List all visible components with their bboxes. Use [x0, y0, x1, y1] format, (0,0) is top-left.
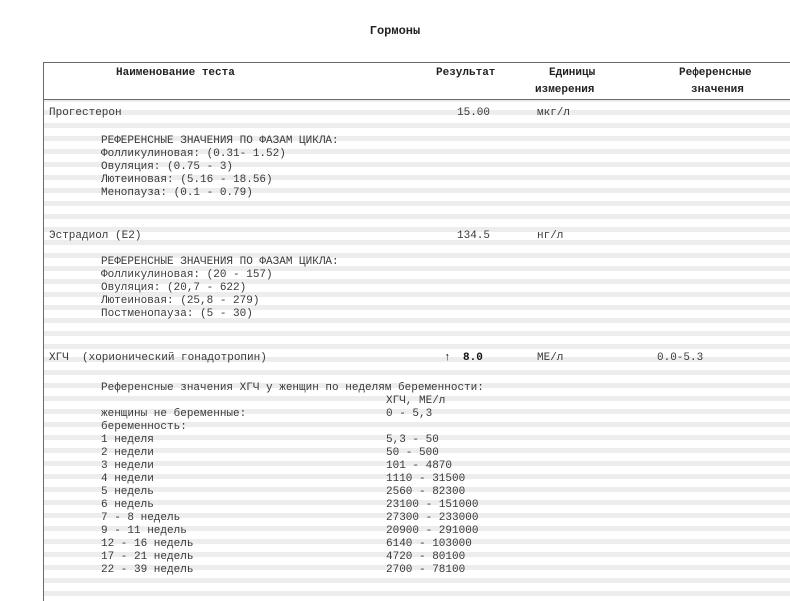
estradiol-note: Фолликулиновая: (20 - 157) [101, 269, 273, 281]
hcg-week-value: 0 - 5,3 [386, 408, 433, 420]
hcg-notes-units: ХГЧ, МЕ/л [386, 395, 446, 407]
hcg-week-label: 12 - 16 недель [101, 538, 194, 550]
result-progesterone: 15.00 [457, 107, 491, 119]
hcg-week-label: женщины не беременные: [101, 408, 247, 420]
estradiol-note: РЕФЕРЕНСНЫЕ ЗНАЧЕНИЯ ПО ФАЗАМ ЦИКЛА: [101, 256, 339, 268]
hcg-week-value: 4720 - 80100 [386, 551, 466, 563]
hcg-week-label: 22 - 39 недель [101, 564, 194, 576]
progesterone-note: РЕФЕРЕНСНЫЕ ЗНАЧЕНИЯ ПО ФАЗАМ ЦИКЛА: [101, 135, 339, 147]
hcg-week-label: 17 - 21 недель [101, 551, 194, 563]
hcg-week-label: 2 недели [101, 447, 154, 459]
hcg-week-value: 27300 - 233000 [386, 512, 479, 524]
header-units-line2: измерения [535, 84, 595, 96]
hcg-week-label: 9 - 11 недель [101, 525, 187, 537]
hcg-week-label: 1 неделя [101, 434, 154, 446]
estradiol-note: Лютеиновая: (25,8 - 279) [101, 295, 260, 307]
hcg-week-value: 23100 - 151000 [386, 499, 479, 511]
progesterone-note: Лютеиновая: (5.16 - 18.56) [101, 174, 273, 186]
hcg-week-value: 2700 - 78100 [386, 564, 466, 576]
hcg-week-value: 20900 - 291000 [386, 525, 479, 537]
hcg-week-label: беременность: [101, 421, 187, 433]
progesterone-note: Фолликулиновая: (0.31- 1.52) [101, 148, 286, 160]
units-progesterone: мкг/л [537, 107, 571, 119]
header-units-line1: Единицы [549, 67, 596, 79]
reference-hcg: 0.0-5.3 [657, 352, 704, 364]
high-flag-arrow-icon: ↑ [444, 352, 451, 364]
hcg-notes-title: Референсные значения ХГЧ у женщин по неделям беременности: [101, 382, 484, 394]
header-reference-line2: значения [691, 84, 744, 96]
hcg-week-value: 50 - 500 [386, 447, 439, 459]
hcg-week-value: 2560 - 82300 [386, 486, 466, 498]
header-result: Результат [436, 67, 496, 79]
test-name-estradiol: Эстрадиол (Е2) [49, 230, 142, 242]
progesterone-note: Овуляция: (0.75 - 3) [101, 161, 234, 173]
hcg-week-label: 4 недели [101, 473, 154, 485]
page-title: Гормоны [369, 24, 421, 38]
estradiol-note: Постменопауза: (5 - 30) [101, 308, 253, 320]
header-reference-line1: Референсные [679, 67, 752, 79]
hcg-week-value: 101 - 4870 [386, 460, 453, 472]
progesterone-note: Менопауза: (0.1 - 0.79) [101, 187, 253, 199]
hcg-week-label: 7 - 8 недель [101, 512, 181, 524]
units-hcg: МЕ/л [537, 352, 564, 364]
table-header [44, 63, 790, 100]
hcg-week-value: 6140 - 103000 [386, 538, 472, 550]
test-name-hcg: ХГЧ (хорионический гонадотропин) [49, 352, 267, 364]
hcg-week-label: 5 недель [101, 486, 154, 498]
result-estradiol: 134.5 [457, 230, 491, 242]
estradiol-note: Овуляция: (20,7 - 622) [101, 282, 247, 294]
units-estradiol: нг/л [537, 230, 564, 242]
header-test-name: Наименование теста [116, 67, 235, 79]
results-table [43, 62, 790, 601]
hcg-week-label: 6 недель [101, 499, 154, 511]
hcg-week-value: 1110 - 31500 [386, 473, 466, 485]
hcg-week-value: 5,3 - 50 [386, 434, 439, 446]
test-name-progesterone: Прогестерон [49, 107, 122, 119]
result-hcg: 8.0 [463, 352, 483, 364]
hcg-week-label: 3 недели [101, 460, 154, 472]
